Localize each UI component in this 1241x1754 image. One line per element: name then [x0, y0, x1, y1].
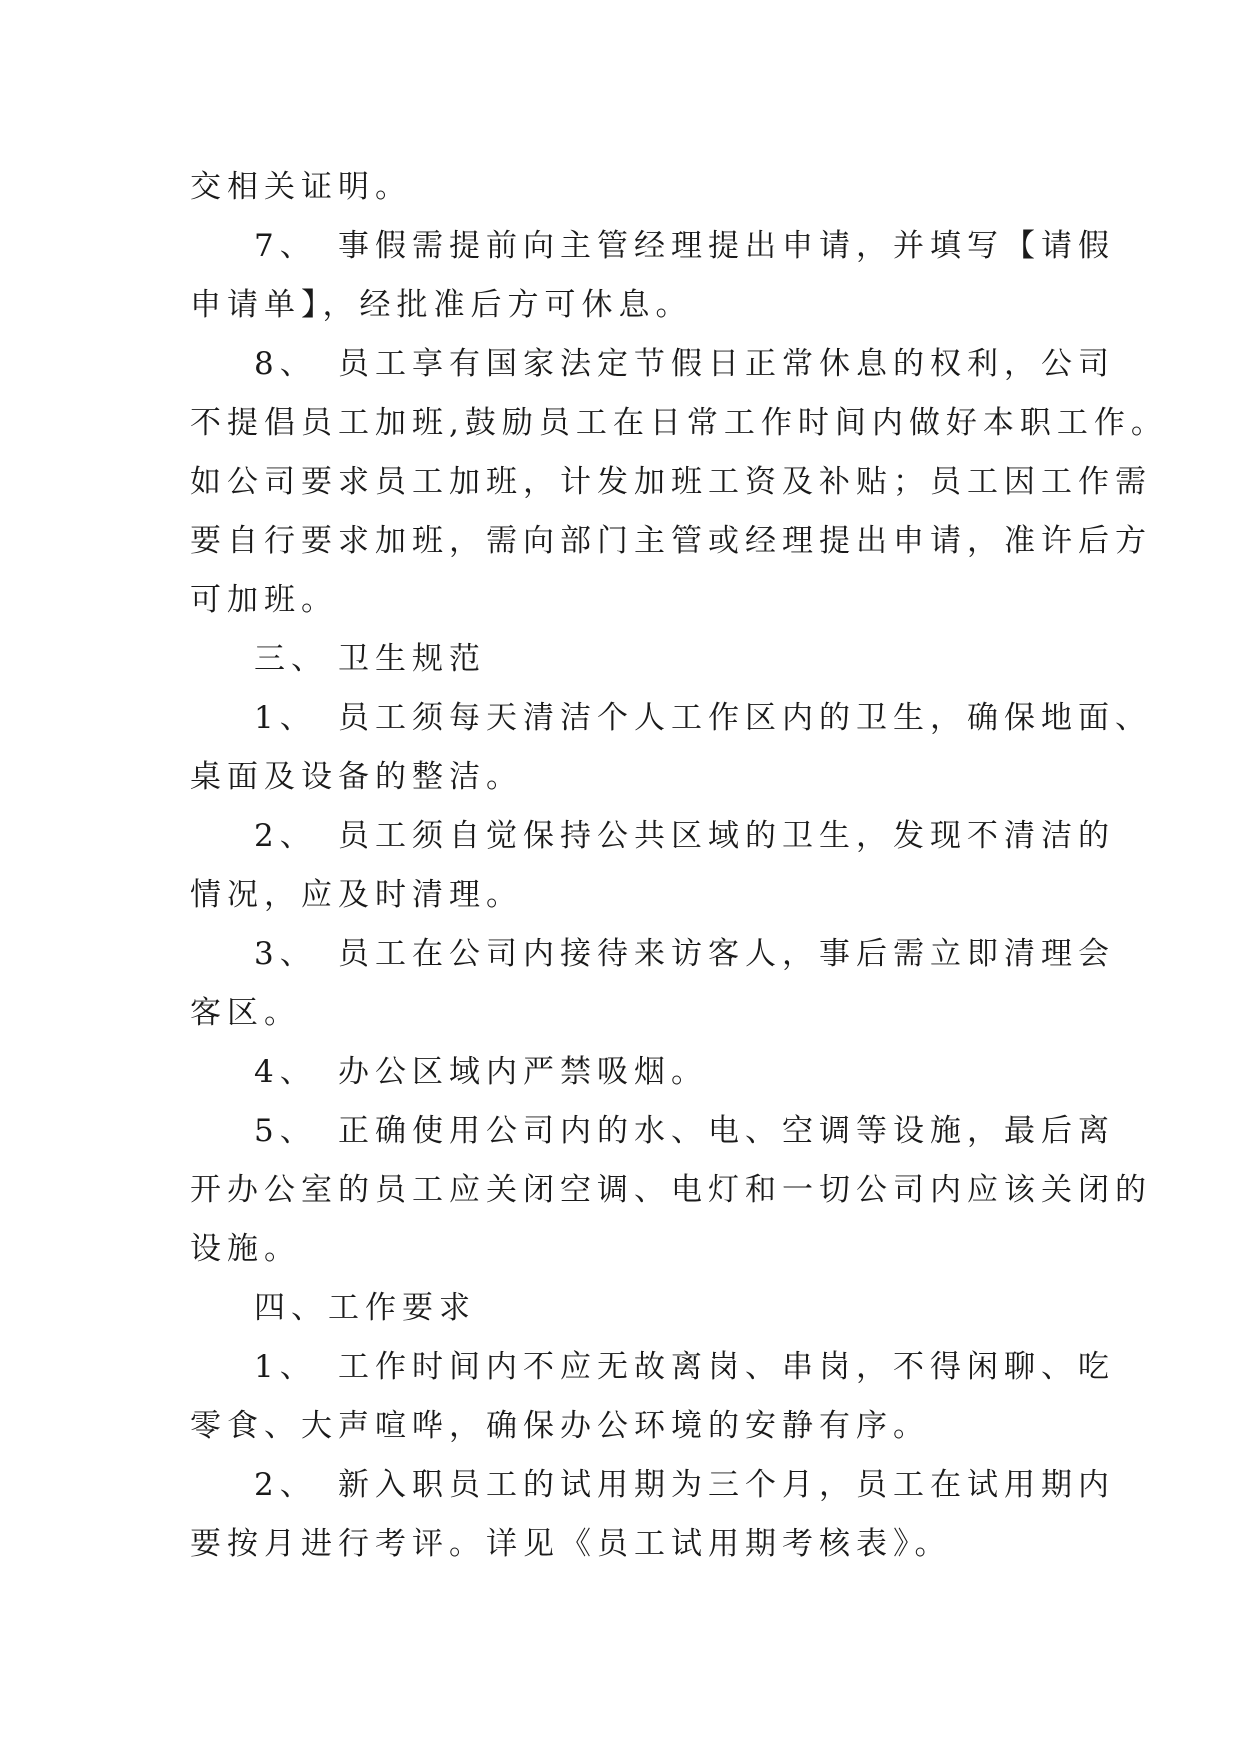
section-title: 四、工作要求	[254, 1290, 476, 1326]
text-line	[190, 453, 1152, 512]
section-heading	[190, 1279, 1070, 1338]
list-number: 1、	[254, 700, 317, 736]
text-line	[190, 512, 1152, 571]
text-line	[190, 1456, 1115, 1515]
line-text: 客区。	[190, 995, 301, 1031]
text-line	[190, 394, 1168, 453]
line-text: 新入职员工的试用期为三个月，员工在试用期内	[338, 1467, 1115, 1503]
line-text: 开办公室的员工应关闭空调、电灯和一切公司内应该关闭的	[190, 1172, 1152, 1208]
line-text: 不提倡员工加班,鼓励员工在日常工作时间内做好本职工作。	[190, 405, 1168, 441]
section-title: 卫生规范	[338, 641, 486, 677]
text-line	[190, 1338, 1115, 1397]
line-text: 正确使用公司内的水、电、空调等设施，最后离	[338, 1113, 1115, 1149]
list-number: 2、	[254, 1467, 317, 1503]
section-heading	[190, 630, 1070, 689]
line-text: 交相关证明。	[190, 169, 412, 205]
section-number: 三、	[254, 641, 328, 677]
list-number: 2、	[254, 818, 317, 854]
text-line	[190, 276, 1070, 335]
list-number: 4、	[254, 1054, 317, 1090]
text-line	[190, 335, 1115, 394]
line-text: 员工须自觉保持公共区域的卫生，发现不清洁的	[338, 818, 1115, 854]
text-line	[190, 158, 1070, 217]
line-text: 申请单】，经批准后方可休息。	[190, 287, 693, 323]
line-text: 要按月进行考评。详见《员工试用期考核表》。	[190, 1526, 952, 1562]
text-line	[190, 217, 1115, 276]
text-line	[190, 689, 1152, 748]
line-text: 如公司要求员工加班，计发加班工资及补贴；员工因工作需	[190, 464, 1152, 500]
line-text: 员工在公司内接待来访客人，事后需立即清理会	[338, 936, 1115, 972]
text-line	[190, 866, 1070, 925]
list-number: 8、	[254, 346, 317, 382]
document-body	[190, 158, 1168, 1574]
line-text: 工作时间内不应无故离岗、串岗，不得闲聊、吃	[338, 1349, 1115, 1385]
text-line	[190, 984, 1070, 1043]
text-line	[190, 1397, 1070, 1456]
line-text: 办公区域内严禁吸烟。	[338, 1054, 708, 1090]
line-text: 要自行要求加班，需向部门主管或经理提出申请，准许后方	[190, 523, 1152, 559]
text-line	[190, 1515, 1070, 1574]
text-line	[190, 925, 1115, 984]
text-line	[190, 1161, 1152, 1220]
line-text: 零食、大声喧哗，确保办公环境的安静有序。	[190, 1408, 930, 1444]
line-text: 事假需提前向主管经理提出申请，并填写【请假	[338, 228, 1115, 264]
line-text: 员工享有国家法定节假日正常休息的权利，公司	[338, 346, 1115, 382]
text-line	[190, 807, 1115, 866]
text-line	[190, 571, 1070, 630]
line-text: 员工须每天清洁个人工作区内的卫生，确保地面、	[338, 700, 1152, 736]
list-number: 3、	[254, 936, 317, 972]
line-text: 情况，应及时清理。	[190, 877, 523, 913]
line-text: 桌面及设备的整洁。	[190, 759, 523, 795]
list-number: 7、	[254, 228, 317, 264]
text-line	[190, 748, 1070, 807]
text-line	[190, 1102, 1115, 1161]
text-line	[190, 1220, 1070, 1279]
list-number: 1、	[254, 1349, 317, 1385]
line-text: 可加班。	[190, 582, 338, 618]
list-number: 5、	[254, 1113, 317, 1149]
text-line	[190, 1043, 1070, 1102]
line-text: 设施。	[190, 1231, 301, 1267]
